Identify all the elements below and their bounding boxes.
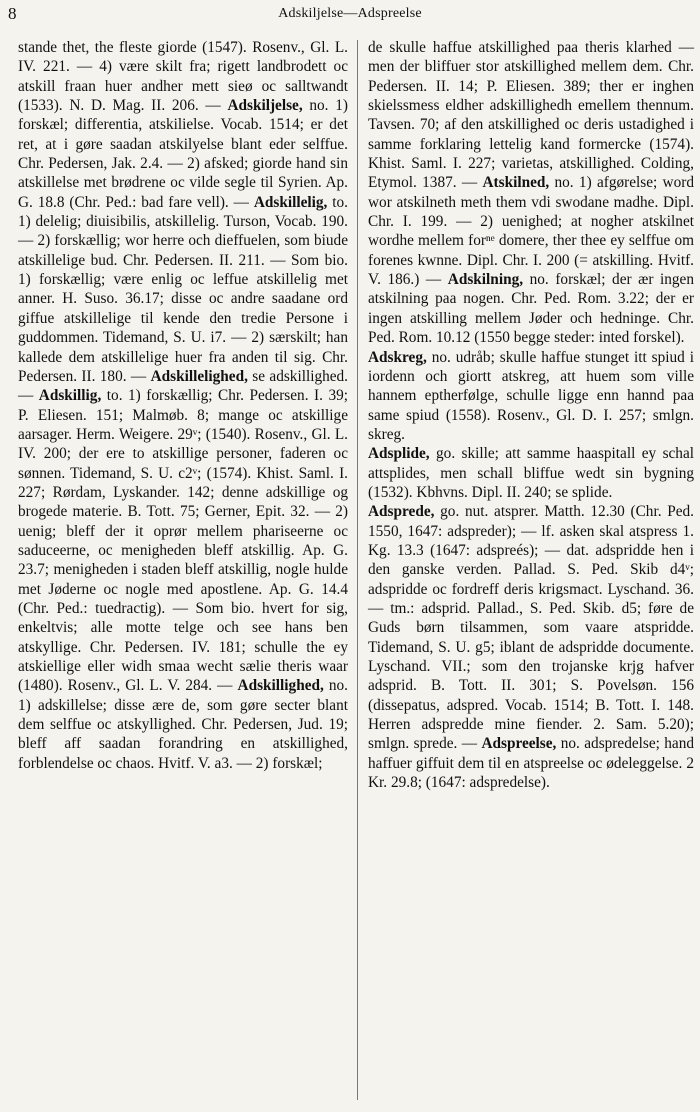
- entry-headword: Adskilning,: [447, 271, 524, 289]
- entry-headword: Adspreelse,: [481, 735, 557, 753]
- entry-continuation: [368, 38, 694, 348]
- entry-text: de skulle haffue atskillighed paa theris klarhed — men der bliffuer stor atskillighed mellem dem. Chr. Pedersen. II. 14; P. Eliesen. 389; ther er inghen skielssmess eldher adskillighedh emellem thennum. Tavsen. 70; af den atskillighed oc deris ustadighed i samme forklaring lettelig kand formercke (1574). Khist. Saml. I. 227; varietas, atskillighed. Colding, Etymol. 1387. —: [368, 39, 694, 192]
- entry-headword: Adsplide,: [368, 445, 430, 463]
- entry-continuation: [18, 38, 348, 773]
- entry-headword: Atskilned,: [482, 174, 550, 192]
- entry-text: no. 1) afgørelse; word wor atskilneth meth them vdi swodane madhe. Dipl. Chr. I. 199. — 2) uenighed; at nogher atskilnet wordhe mellem forⁿᵉ domere, ther thee ey selffue om forenes kwnne. Dipl. Chr. I. 200 (= atskilling. Hvitf. V. 186.) —: [368, 174, 694, 289]
- entry-headword: Adskiljelse,: [227, 97, 303, 115]
- entry-headword: Adsprede,: [368, 503, 435, 521]
- entry-text: no. 1) forskæl; differentia, atskilielse. Vocab. 1514; er det ret, at i gøre saadan atskilyelse blant eder selffue. Chr. Pedersen, Jak. 2.4. — 2) afsked; giorde hand sin atskillelse met brødrene oc vilde segle til Syrien. Ap. G. 18.8 (Chr. Ped.: bad fare vell). —: [18, 97, 348, 211]
- entry-text: no. adspredelse; hand haffuer giffuit dem til en atspreelse oc ødeleggelse. 2 Kr. 29.8; (1647: adspredelse).: [368, 735, 694, 792]
- entry-headword: Adskillighed,: [237, 677, 324, 695]
- entry-text: to. 1) forskællig; Chr. Pedersen. I. 39; P. Eliesen. 151; Malmøb. 8; mange oc atskillige aarsager. Herm. Weigere. 29ᵛ; (1540). Rosenv., Gl. L. IV. 200; der ere to atskillige personer, faderen oc sønnen. Tidemand, S. U. c2ᵛ; (1574). Khist. Saml. I. 227; Rørdam, Lyskander. 142; denne adskillige og brogede materie. B. Tott. 75; Gerner, Epit. 32. — 2) uenig; bleff der it oprør mellem phariseerne oc saduceerne, oc menigheden bleff atskillig. Ap. G. 23.7; menigheden i staden bleff atskillig, nogle hulde met Jøderne oc nogle med apostlene. Ap. G. 14.4 (Chr. Ped.: tuedractig). — Som bio. hvert for sig, enkeltvis; alle motte telge och see hans ben atskyllige. Chr. Pedersen. IV. 181; schulle the ey atskiellige eller widh smaa wecht sælie theris waar (1480). Rosenv., Gl. L. V. 284. —: [18, 387, 348, 695]
- column-divider: [357, 40, 358, 1100]
- entry-paragraph: [368, 444, 694, 502]
- entry-paragraph: [368, 502, 694, 792]
- entry-headword: Adskreg,: [368, 348, 427, 366]
- running-head: Adskiljelse—Adspreelse: [278, 6, 422, 21]
- entry-text: no. udråb; skulle haffue stunget itt spiud i iordenn och giortt atskreg, att huem som ville hannem eptherfølge, schulle ligge enn hannd paa same spiud (1558). Rosenv., Gl. D. I. 257; smlgn. skreg.: [368, 348, 694, 443]
- entry-paragraph: [368, 348, 694, 445]
- entry-text: no. forskæl; der ær ingen atskilning paa nogen. Chr. Ped. Rom. 3.22; der er ingen atskilling mellem Jøder och hedninge. Chr. Ped. Rom. 10.12 (1550 begge steder: inted forskel).: [368, 271, 694, 347]
- entry-headword: Adskillelighed,: [150, 367, 248, 385]
- entry-text: no. 1) adskillelse; disse ære de, som gøre secter blant dem selffue oc atskyllighed. Chr. Pedersen, Jud. 19; bleff aff saadan forandring en atskillighed, forblendelse oc chaos. Hvitf. V. a3. — 2) forskæl;: [18, 677, 349, 772]
- entry-headword: Adskillelig,: [253, 193, 328, 211]
- right-column: [368, 38, 694, 792]
- page-number: 8: [8, 4, 17, 23]
- entry-text: go. skille; att samme haaspitall ey schal attsplides, men schall bliffue wedt sin bygning (1532). Kbhvns. Dipl. II. 240; se splide.: [368, 445, 694, 501]
- left-column: [18, 38, 348, 773]
- entry-text: to. 1) delelig; diuisibilis, atskillelig. Turson, Vocab. 190. — 2) forskællig; wor herre och dieffuelen, som biude atskillelige bud. Chr. Pedersen. II. 211. — Som bio. 1) forskællig; være enlig oc leffue atskillelig met anner. H. Suso. 36.17; disse oc andre saadane ord giffue atskillelige til kende den tredie Persone i guddommen. Tidemand, S. U. i7. — 2) særskilt; han kallede dem atskillelige huer fra anden til sig. Chr. Pedersen. II. 180. —: [18, 193, 349, 385]
- entry-headword: Adskillig,: [38, 387, 102, 405]
- entry-text: stande thet, the fleste giorde (1547). Rosenv., Gl. L. IV. 221. — 4) være skilt fra; rigett landbrodett oc atskill fraan huer andher mett sieø oc salltwandt (1533). N. D. Mag. II. 206. —: [18, 39, 348, 115]
- entry-text: se adskillighed. —: [18, 367, 348, 405]
- entry-text: go. nut. atsprer. Matth. 12.30 (Chr. Ped. 1550, 1647: adspreder); — lf. asken skal atspress 1. Kg. 13.3 (1647: adspreés); — dat. adspridde hen i den ganske verden. Pallad. S. Ped. Skib d4ᵛ; adspridde oc fordreff deris krigsmact. Lyschand. 36. — tm.: adsprid. Pallad., S. Ped. Skib. d5; føre de Guds børn tilsammen, som vaare atspridde. Tidemand, S. U. g5; iblant de adspridde documente. Lyschand. VII.; som den trojanske krjg hafver adsprid. B. Tott. II. 301; S. Povelsøn. 156 (dissepatus, adspred. Vocab. 1514; B. Tott. I. 148. Herren adspredde mine fiender. 2. Sam. 5.20); smlgn. sprede. —: [368, 503, 694, 753]
